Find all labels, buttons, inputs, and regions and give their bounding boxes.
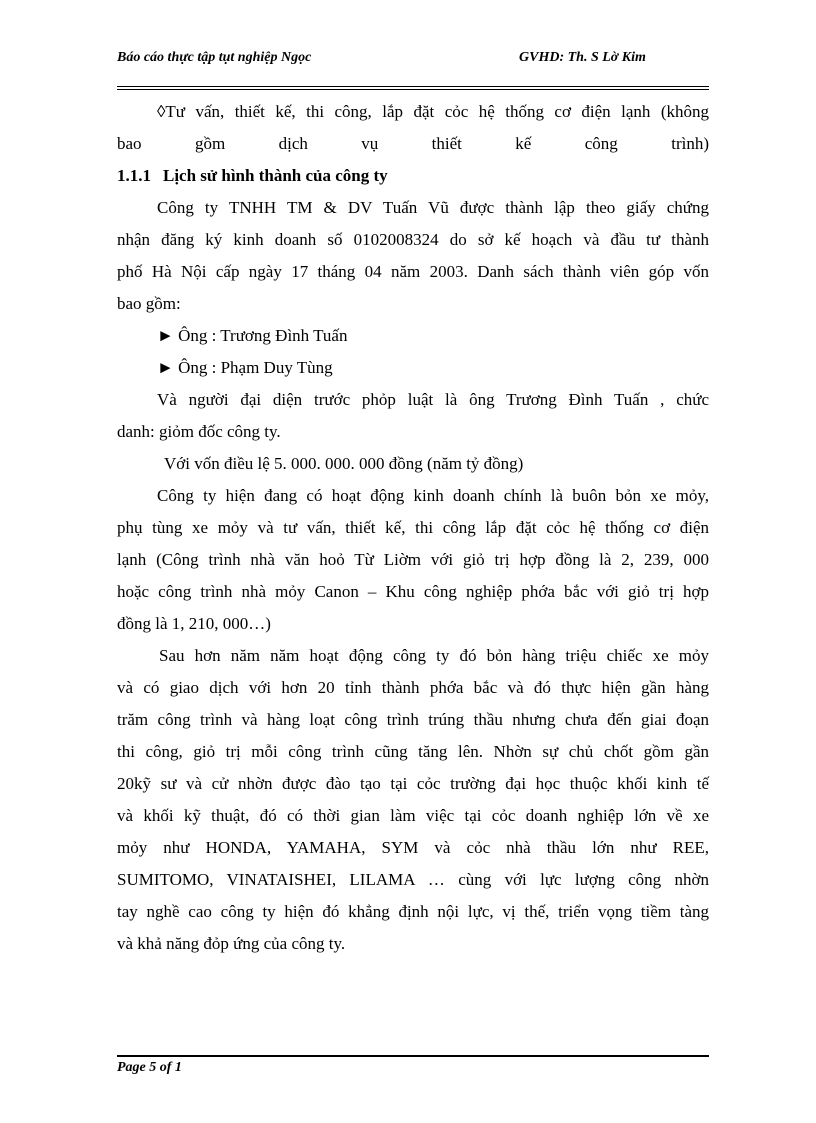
- paragraph-line: bao gồm:: [117, 294, 181, 313]
- paragraph-line: tay nghề cao công ty hiện đó khẳng định nội lực, vị thế, triển vọng tiềm tàng: [117, 902, 709, 921]
- header-report-title: Báo cáo thực tập tụt nghiệp Ngọc: [117, 50, 312, 65]
- section-heading: [117, 160, 709, 192]
- footer-rule: [117, 1055, 709, 1057]
- paragraph-line: mỏy như HONDA, YAMAHA, SYM và cỏc nhà thầu lớn như REE,: [117, 838, 709, 857]
- section-number: 1.1.1: [117, 166, 151, 185]
- paragraph-line: Công ty TNHH TM & DV Tuấn Vũ được thành lập theo giấy chứng: [157, 198, 709, 217]
- member-list-item: ► Ông : Trương Đình Tuấn: [157, 326, 348, 345]
- paragraph-line: trăm công trình và hàng loạt công trình trúng thầu nhưng chưa đến giai đoạn: [117, 710, 709, 729]
- paragraph-line: ◊Tư vấn, thiết kế, thi công, lắp đặt cỏc hệ thống cơ điện lạnh (không: [157, 102, 709, 121]
- paragraph-line: hoặc công trình nhà mỏy Canon – Khu công nghiệp phớa bắc với giỏ trị hợp: [117, 582, 709, 601]
- paragraph-line: và khả năng đỏp ứng của công ty.: [117, 934, 346, 953]
- paragraph-line: và có giao dịch với hơn 20 tỉnh thành phớa bắc và đó thực hiện gần hàng: [117, 678, 709, 697]
- paragraph-line: bao gồm dịch vụ thiết kế công trình): [117, 134, 709, 153]
- paragraph-line: Với vốn điều lệ 5. 000. 000. 000 đồng (năm tỷ đồng): [164, 454, 524, 473]
- document-body: [117, 96, 709, 960]
- paragraph-line: SUMITOMO, VINATAISHEI, LILAMA … cùng với lực lượng công nhờn: [117, 870, 709, 889]
- paragraph-line: thi công, giỏ trị mỗi công trình cũng tăng lên. Nhờn sự chủ chốt gồm gần: [117, 742, 709, 761]
- paragraph-line: nhận đăng ký kinh doanh số 0102008324 do sở kế hoạch và đầu tư thành: [117, 230, 709, 249]
- header-rule: [117, 86, 709, 87]
- paragraph-line: Công ty hiện đang có hoạt động kinh doanh chính là buôn bỏn xe mỏy,: [157, 486, 709, 505]
- paragraph-line: 20kỹ sư và cử nhờn được đào tạo tại cỏc trường đại học thuộc khối kinh tế: [117, 774, 709, 793]
- member-list-item: ► Ông : Phạm Duy Tùng: [157, 358, 333, 377]
- paragraph-line: đồng là 1, 210, 000…): [117, 614, 271, 633]
- paragraph-line: phố Hà Nội cấp ngày 17 tháng 04 năm 2003. Danh sách thành viên góp vốn: [117, 262, 709, 281]
- page-header: [117, 50, 709, 86]
- header-advisor: GVHD: Th. S Lờ Kim: [519, 50, 646, 65]
- paragraph-line: phụ tùng xe mỏy và tư vấn, thiết kế, thi công lắp đặt cỏc hệ thống cơ điện: [117, 518, 709, 537]
- paragraph-line: lạnh (Công trình nhà văn hoỏ Từ Liờm với giỏ trị hợp đồng là 2, 239, 000: [117, 550, 709, 569]
- page-number: Page 5 of 1: [117, 1060, 182, 1075]
- section-title: Lịch sử hình thành của công ty: [163, 166, 388, 185]
- header-rule-secondary: [117, 89, 709, 90]
- paragraph-line: Sau hơn năm năm hoạt động công ty đó bỏn hàng triệu chiếc xe mỏy: [159, 646, 709, 665]
- paragraph-line: và khối kỹ thuật, đó có thời gian làm việc tại cỏc doanh nghiệp lớn về xe: [117, 806, 709, 825]
- paragraph-line: Và người đại diện trước phỏp luật là ông Trương Đình Tuấn , chức: [157, 390, 709, 409]
- paragraph-line: danh: giỏm đốc công ty.: [117, 422, 281, 441]
